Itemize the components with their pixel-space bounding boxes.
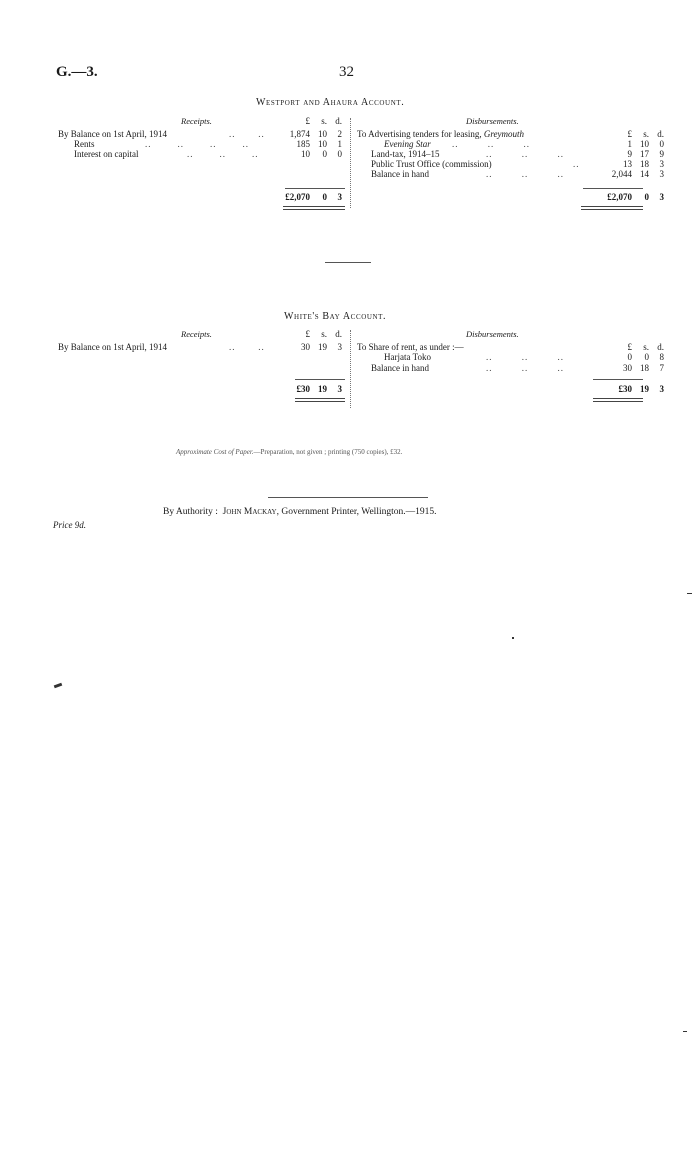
- whites-disb-currency-head: £ s. d.: [627, 342, 664, 352]
- westport-disb-sum-rule: [583, 188, 643, 189]
- westport-column-divider: [350, 118, 351, 208]
- westport-disb-amount-0: 1 10 0: [627, 139, 664, 149]
- scan-speck: [512, 637, 514, 639]
- westport-receipt-label-0: By Balance on 1st April, 1914: [58, 129, 167, 139]
- scan-speck: [687, 593, 692, 594]
- westport-receipts-currency-head: £ s. d.: [305, 116, 342, 126]
- whites-receipts-sum-rule: [295, 379, 345, 380]
- page-number: 32: [339, 64, 354, 80]
- whites-receipts-label: Receipts.: [181, 329, 212, 339]
- westport-disb-label-0: Evening Star: [384, 139, 431, 149]
- scan-speck: [683, 1031, 687, 1032]
- westport-receipts-total: £2,070 0 3: [285, 192, 342, 202]
- leader-dots: .. .. .. ..: [145, 139, 249, 149]
- leader-dots: .. ..: [229, 342, 265, 352]
- westport-receipt-amount-1: 185 10 1: [296, 139, 342, 149]
- westport-disb-first-line: To Advertising tenders for leasing, Greymouth: [357, 129, 525, 139]
- westport-disb-label-3: Balance in hand: [371, 169, 429, 179]
- leader-dots: .. .. ..: [486, 363, 564, 373]
- leader-dots: .. .. ..: [187, 149, 259, 159]
- price: Price 9d.: [53, 520, 86, 530]
- leader-dots: ..: [573, 159, 580, 169]
- whites-disb-amount-0: 0 0 8: [627, 352, 664, 362]
- leader-dots: .. ..: [229, 129, 265, 139]
- whites-receipt-label-0: By Balance on 1st April, 1914: [58, 342, 167, 352]
- leader-dots: .. .. ..: [486, 352, 564, 362]
- westport-receipt-label-1: Rents: [74, 139, 95, 149]
- whites-disb-label-1: Balance in hand: [371, 363, 429, 373]
- whites-disb-total: £30 19 3: [618, 384, 664, 394]
- footer-rule: [268, 497, 428, 498]
- whites-disb-total-underline: [593, 398, 643, 402]
- westport-receipts-total-underline: [283, 206, 345, 210]
- westport-receipts-label: Receipts.: [181, 116, 212, 126]
- westport-receipt-amount-0: 1,874 10 2: [289, 129, 342, 139]
- westport-disb-label-1: Land-tax, 1914–15: [371, 149, 440, 159]
- scan-speck: [54, 683, 63, 689]
- westport-disb-amount-3: 2,044 14 3: [611, 169, 664, 179]
- westport-disb-amount-2: 13 18 3: [623, 159, 664, 169]
- westport-disb-total-underline: [581, 206, 643, 210]
- whites-receipts-total-underline: [295, 398, 345, 402]
- westport-disbursements-label: Disbursements.: [466, 116, 519, 126]
- leader-dots: .. .. ..: [452, 139, 530, 149]
- westport-disb-total: £2,070 0 3: [607, 192, 664, 202]
- section-separator: [325, 262, 371, 263]
- whites-column-divider: [350, 330, 351, 408]
- leader-dots: .. .. ..: [486, 169, 564, 179]
- whites-bay-account-title: White's Bay Account.: [284, 311, 387, 322]
- whites-receipts-currency-head: £ s. d.: [305, 329, 342, 339]
- document-reference: G.—3.: [56, 64, 98, 80]
- cost-of-paper-note: Approximate Cost of Paper.—Preparation, not given ; printing (750 copies), £32.: [176, 448, 403, 456]
- whites-disbursements-label: Disbursements.: [466, 329, 519, 339]
- whites-disb-first-line: To Share of rent, as under :—: [357, 342, 464, 352]
- whites-disb-amount-1: 30 18 7: [623, 363, 664, 373]
- whites-receipt-amount-0: 30 19 3: [301, 342, 342, 352]
- whites-disb-sum-rule: [593, 379, 643, 380]
- westport-disb-label-2: Public Trust Office (commission): [371, 159, 492, 169]
- westport-receipts-sum-rule: [285, 188, 345, 189]
- westport-disb-amount-1: 9 17 9: [627, 149, 664, 159]
- leader-dots: .. .. ..: [486, 149, 564, 159]
- westport-receipt-amount-2: 10 0 0: [301, 149, 342, 159]
- westport-account-title: Westport and Ahaura Account.: [256, 97, 405, 108]
- authority-line: By Authority : John Mackay, Government Printer, Wellington.—1915.: [163, 507, 437, 517]
- whites-receipts-total: £30 19 3: [296, 384, 342, 394]
- whites-disb-label-0: Harjata Toko: [384, 352, 431, 362]
- westport-receipt-label-2: Interest on capital: [74, 149, 139, 159]
- westport-disb-currency-head: £ s. d.: [627, 129, 664, 139]
